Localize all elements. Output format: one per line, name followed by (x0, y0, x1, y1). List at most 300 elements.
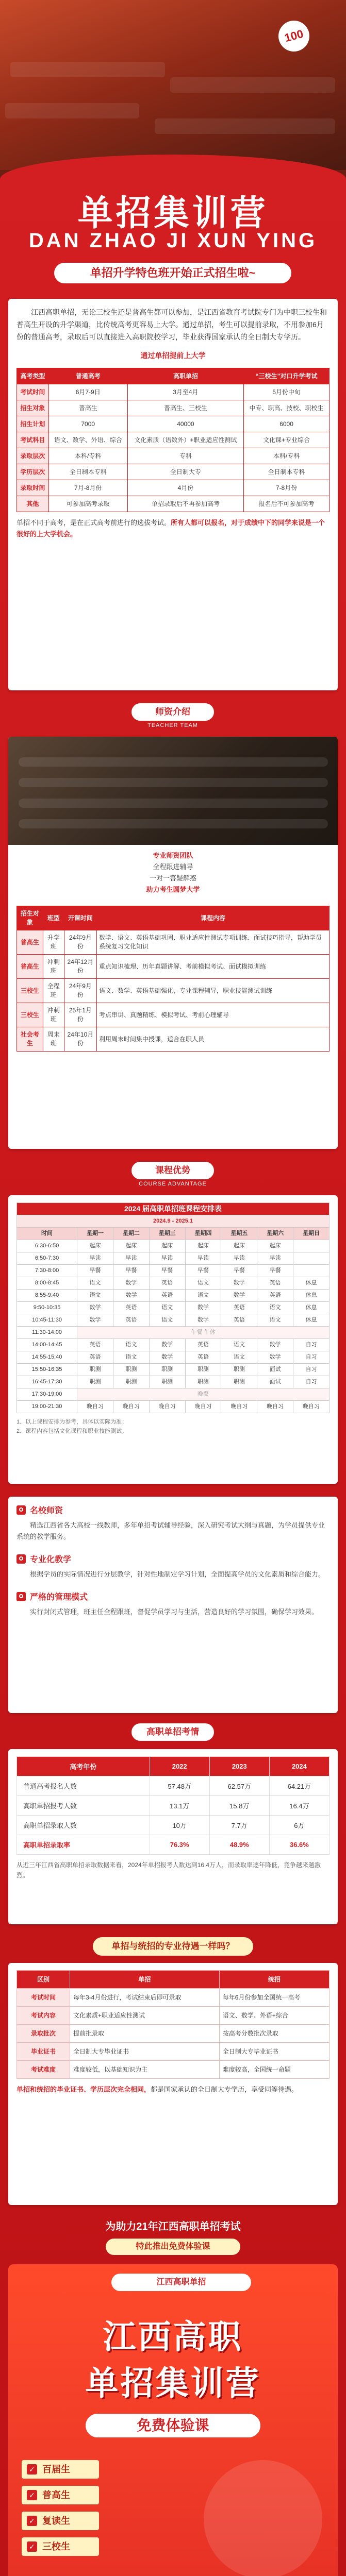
table-cell: 每年3-4月份进行，考试结束后即可录取 (70, 1989, 220, 2007)
school-label: 百届生 (42, 2464, 70, 2475)
table-cell: 数学 (257, 1339, 293, 1351)
table-row (17, 416, 329, 432)
table-cell: 早餐 (113, 1265, 149, 1277)
table-cell: 76.3% (150, 1835, 209, 1855)
feature-text: 实行封闭式管理，班主任全程跟班，督促学员学习与生活，营造良好的学习氛围，确保学习效果。 (30, 1608, 319, 1616)
table-cell: 起床 (149, 1240, 185, 1252)
intro-card (8, 299, 338, 690)
table-row (17, 1351, 329, 1364)
table-cell: 25年1月份 (64, 1003, 96, 1027)
table-header: 开课时间 (64, 906, 96, 930)
table-cell: 全日制大专毕业证书 (70, 2043, 220, 2061)
table-cell: 语文 (149, 1302, 185, 1314)
intro-paragraph: 江西高职单招，无论三校生还是普高生都可以参加，是江西省教育考试院专门为中职三校生和普高生开设的升学渠道，比传统高考更容易上大学。通过单招，考生可以提前录取，不用参加6月份的普通高考，录取后可以直接进入高职院校学习，毕业获得国家承认的全日制大专学历。 (17, 308, 327, 341)
table-cell: 自习 (293, 1364, 329, 1376)
table-cell: 每年6月份参加全国统一高考 (219, 1989, 329, 2007)
table-cell: 利用周末时间集中授课，适合在职人员 (97, 1027, 329, 1052)
table-cell: 录取层次 (17, 448, 49, 464)
table-cell: 16.4万 (269, 1796, 329, 1816)
intro-highlight: 通过单招提前上大学 (140, 351, 206, 360)
table-cell: 7.7万 (209, 1816, 269, 1835)
table-cell: 职测 (77, 1376, 113, 1388)
table-cell: 职测 (185, 1364, 221, 1376)
table-cell: 7:30-8:00 (17, 1265, 77, 1277)
table-cell: 职测 (113, 1364, 149, 1376)
table-cell: 专科 (127, 448, 243, 464)
table-row (17, 1302, 329, 1314)
table-cell: 英语 (113, 1302, 149, 1314)
table-row (17, 1027, 329, 1052)
team-card (8, 737, 338, 1149)
table-header: 星期四 (185, 1228, 221, 1240)
team-desc-line: 专业师资团队 (153, 852, 193, 859)
table-cell: 职测 (149, 1364, 185, 1376)
intro-note-red: 所有人都可以报名，对于成绩中下的同学来说是一个很好的上大学机会。 (17, 519, 325, 538)
feature-icon (17, 1554, 26, 1564)
table-cell: 英语 (221, 1302, 257, 1314)
table-cell: 普高生 (17, 930, 43, 955)
table-cell: 24年9月份 (64, 930, 96, 955)
table-cell: 起床 (257, 1240, 293, 1252)
table-cell: 招生计划 (17, 416, 49, 432)
table-row (17, 384, 329, 400)
table-cell: 本科/专科 (48, 448, 127, 464)
table-row (17, 1240, 329, 1252)
table-cell: 早读 (77, 1252, 113, 1265)
table-row (17, 1327, 329, 1339)
table-cell: 晚自习 (257, 1401, 293, 1413)
table-cell: 早读 (149, 1252, 185, 1265)
table-cell: 8:00-8:45 (17, 1277, 77, 1290)
table-cell: 自习 (293, 1351, 329, 1364)
table-cell: 职测 (149, 1376, 185, 1388)
schedule-footnotes (17, 1417, 329, 1436)
school-item (22, 2460, 99, 2479)
table-cell: 6月7-9日 (48, 384, 127, 400)
check-icon: ✓ (27, 2464, 37, 2475)
table-cell: 4月份 (127, 480, 243, 496)
school-label: 复读生 (42, 2516, 70, 2526)
table-cell: 数学 (221, 1290, 257, 1302)
table-cell: 英语 (77, 1339, 113, 1351)
table-header: 课程内容 (97, 906, 329, 930)
team-sub: TEACHER TEAM (147, 722, 198, 728)
table-cell: 8:55-9:40 (17, 1290, 77, 1302)
table-cell: 6000 (244, 416, 329, 432)
table-cell: 17:30-19:00 (17, 1388, 77, 1401)
table-cell: 高职单招报考人数 (17, 1796, 150, 1816)
table-cell: 数学 (77, 1314, 113, 1327)
stats-banner: 高职单招考情 (131, 1723, 214, 1741)
hero-title: 单招集训营 (77, 194, 269, 233)
table-header: 高考类型 (17, 368, 49, 384)
table-cell: 语文 (257, 1314, 293, 1327)
table-row (17, 1376, 329, 1388)
table-cell: 24年12月份 (64, 955, 96, 979)
table-row (17, 464, 329, 480)
table-cell: 难度较低，以基础知识为主 (70, 2061, 220, 2079)
table-cell: 数学 (77, 1302, 113, 1314)
table-cell: 晚自习 (293, 1401, 329, 1413)
table-cell: 早读 (185, 1252, 221, 1265)
table-row (17, 1776, 329, 1796)
team-desc-line: 助力考生圆梦大学 (146, 886, 200, 893)
table-cell: 语文 (77, 1277, 113, 1290)
table-cell: 7-8月份 (244, 480, 329, 496)
table-cell: 10万 (150, 1816, 209, 1835)
check-icon: ✓ (27, 2490, 37, 2500)
promo-big-1: 江西高职 (103, 2318, 243, 2355)
table-cell: 6:30-6:50 (17, 1240, 77, 1252)
table-cell: 社会考生 (17, 1027, 43, 1052)
table-cell: 48.9% (209, 1835, 269, 1855)
table-cell: 10:45-11:30 (17, 1314, 77, 1327)
table-cell: 面试 (257, 1376, 293, 1388)
table-cell: 早餐 (221, 1265, 257, 1277)
table-cell: 语文 (113, 1351, 149, 1364)
table-cell: 招生对象 (17, 400, 49, 416)
table-cell: 36.6% (269, 1835, 329, 1855)
table-cell: 数学 (149, 1351, 185, 1364)
table-cell: 英语 (77, 1351, 113, 1364)
table-row (17, 1314, 329, 1327)
table-cell: 13.1万 (150, 1796, 209, 1816)
table-cell: 数学 (185, 1302, 221, 1314)
diff-table (17, 1970, 329, 2079)
table-cell: 晚自习 (221, 1401, 257, 1413)
table-cell: 英语 (221, 1314, 257, 1327)
table-cell: 晚自习 (149, 1401, 185, 1413)
table-cell: 考试时间 (17, 384, 49, 400)
table-cell: 职测 (113, 1376, 149, 1388)
table-row (17, 930, 329, 955)
table-row (17, 1265, 329, 1277)
schedule-caption: 2024 届高职单招班课程安排表 (17, 1203, 329, 1215)
table-header: “三校生”对口升学考试 (244, 368, 329, 384)
table-cell: 起床 (77, 1240, 113, 1252)
feature-item (8, 1546, 338, 1583)
table-cell: 英语 (257, 1277, 293, 1290)
promo-ad (8, 2264, 338, 2576)
table-header: 单招 (70, 1971, 220, 1989)
table-cell: 语文 (257, 1302, 293, 1314)
table-cell: 难度较高，全国统一命题 (219, 2061, 329, 2079)
schedule-card (8, 1195, 338, 1484)
table-cell: 全日制大专 (127, 464, 243, 480)
schedule-period: 2024.9 - 2025.1 (17, 1215, 329, 1228)
schedule-table (17, 1202, 329, 1413)
team-desc-line: 全程跟进辅导 (153, 863, 193, 871)
table-cell: 本科/专科 (244, 448, 329, 464)
table-header: 班型 (43, 906, 64, 930)
school-item (22, 2537, 99, 2556)
feature-item (8, 1497, 338, 1546)
table-cell: 三校生 (17, 979, 43, 1003)
table-row (17, 1364, 329, 1376)
table-cell: 14:00-14:45 (17, 1339, 77, 1351)
table-cell: 升学班 (43, 930, 64, 955)
table-cell: 休息 (293, 1314, 329, 1327)
team-banner: 师资介绍 (131, 703, 214, 721)
table-cell: 晚自习 (185, 1401, 221, 1413)
table-cell: 6万 (269, 1816, 329, 1835)
table-cell: 自习 (293, 1339, 329, 1351)
table-cell: 职测 (185, 1376, 221, 1388)
school-item (22, 2486, 99, 2504)
table-cell: 数学 (221, 1277, 257, 1290)
table-cell (293, 1265, 329, 1277)
table-header: 星期一 (77, 1228, 113, 1240)
table-cell: 语文 (185, 1277, 221, 1290)
table-header: 2023 (209, 1757, 269, 1776)
table-cell: 3月至4月 (127, 384, 243, 400)
table-cell: 周末班 (43, 1027, 64, 1052)
team-desc-line: 一对一答疑解惑 (149, 874, 196, 882)
table-cell: 早餐 (257, 1265, 293, 1277)
table-row (17, 1388, 329, 1401)
table-cell: 起床 (221, 1240, 257, 1252)
table-row (17, 480, 329, 496)
table-cell: 64.21万 (269, 1776, 329, 1796)
hero-tag: 单招升学特色班开始正式招生啦~ (54, 263, 291, 283)
table-cell: 24年9月份 (64, 979, 96, 1003)
table-cell: 全程班 (43, 979, 64, 1003)
stats-note: 从近三年江西省高职单招录取数据来看，2024年单招报考人数达到16.4万人，而录取率逐年降低，竞争越来越激烈。 (17, 1861, 321, 1879)
table-header: 星期三 (149, 1228, 185, 1240)
table-cell: 语文、数学、外语、综合 (48, 432, 127, 448)
table-cell: 文化素质+职业适应性测试 (70, 2007, 220, 2025)
diff-note-b: 都是国家承认的全日制大专学历，享受同等待遇。 (151, 2086, 299, 2093)
table-row (17, 2007, 329, 2025)
table-header: 星期五 (221, 1228, 257, 1240)
intro-note (17, 517, 329, 540)
table-cell: 语文 (221, 1351, 257, 1364)
table-cell: 冲刺班 (43, 1003, 64, 1027)
table-cell: 重点知识梳理、历年真题讲解、考前模拟考试、面试模拟训练 (97, 955, 329, 979)
table-row (17, 1989, 329, 2007)
table-row (17, 2025, 329, 2043)
diff-note (17, 2084, 329, 2095)
table-cell: 考试内容 (17, 2007, 70, 2025)
table-row (17, 2043, 329, 2061)
table-cell: 全日制本专科 (48, 464, 127, 480)
feature-title: 名校师资 (30, 1506, 63, 1515)
table-cell: 高职单招录取人数 (17, 1816, 150, 1835)
table-cell: 文化素质（语数外）+职业适应性测试 (127, 432, 243, 448)
promo-sub: 特此推出免费体验课 (106, 2239, 240, 2255)
table-cell: 数学 (185, 1314, 221, 1327)
table-cell: 5月份中旬 (244, 384, 329, 400)
table-header: 2024 (269, 1757, 329, 1776)
schedule-banner: 课程优势 (131, 1162, 214, 1179)
table-cell: 9:50-10:35 (17, 1302, 77, 1314)
table-cell: 数学 (149, 1339, 185, 1351)
promo-free: 免费体验课 (86, 2414, 260, 2437)
table-cell: 数学 (257, 1351, 293, 1364)
table-cell: 语文、数学、英语基础强化，专业课程辅导，职业技能测试训练 (97, 979, 329, 1003)
team-photo (8, 737, 338, 845)
table-cell: 语文、数学、外语+综合 (219, 2007, 329, 2025)
table-cell: 中专、职高、技校、职校生 (244, 400, 329, 416)
table-header: 区别 (17, 1971, 70, 1989)
table-header: 星期二 (113, 1228, 149, 1240)
table-cell: 可参加高考录取 (48, 496, 127, 512)
feature-text: 根据学员的实际情况进行分层教学，针对性地制定学习计划，全面提高学员的文化素质和综合能力。 (30, 1570, 325, 1578)
table-row (17, 1816, 329, 1835)
table-cell: 19:00-21:30 (17, 1401, 77, 1413)
table-cell: 英语 (149, 1290, 185, 1302)
table-row (17, 1290, 329, 1302)
promo-heading: 为助力21年江西高职单招考试 (105, 2221, 241, 2232)
table-cell: 数学 (113, 1290, 149, 1302)
table-header: 普通高考 (48, 368, 127, 384)
feature-icon (17, 1592, 26, 1601)
table-cell: 全日制大专毕业证书 (219, 2043, 329, 2061)
table-cell: 高职单招录取率 (17, 1835, 150, 1855)
table-cell: 其他 (17, 496, 49, 512)
diff-title: 单招与统招的专业待遇一样吗？ (93, 1937, 253, 1956)
school-label: 三校生 (42, 2541, 70, 2552)
table-cell: 文化课+专业综合 (244, 432, 329, 448)
table-cell: 语文 (221, 1339, 257, 1351)
table-cell: 录取批次 (17, 2025, 70, 2043)
table-row (17, 1796, 329, 1816)
table-cell: 三校生 (17, 1003, 43, 1027)
feature-title: 专业化教学 (30, 1555, 72, 1564)
table-cell: 休息 (293, 1302, 329, 1314)
table-cell: 数学、语文、英语基础巩固、职业适应性测试专项训练、面试技巧指导，帮助学员系统复习文化知识 (97, 930, 329, 955)
table-cell: 普通高考报名人数 (17, 1776, 150, 1796)
stats-card (8, 1749, 338, 1924)
table-cell: 全日制本专科 (244, 464, 329, 480)
diff-note-a: 单招和统招的毕业证书、学历层次完全相同， (17, 2086, 151, 2093)
table-cell: 自习 (293, 1376, 329, 1388)
table-cell: 按高考分数批次录取 (219, 2025, 329, 2043)
table-cell: 15.8万 (209, 1796, 269, 1816)
table-cell: 普高生、三校生 (127, 400, 243, 416)
table-header: 2022 (150, 1757, 209, 1776)
table-cell: 早餐 (77, 1265, 113, 1277)
table-row (17, 979, 329, 1003)
table-cell: 晚自习 (77, 1401, 113, 1413)
program-table (17, 906, 329, 1052)
table-row (17, 1003, 329, 1027)
score-sign: 100 (275, 17, 312, 55)
table-row (17, 1252, 329, 1265)
table-cell: 考试时间 (17, 1989, 70, 2007)
team-desc (8, 845, 338, 899)
table-header: 星期日 (293, 1228, 329, 1240)
table-cell: 英语 (149, 1277, 185, 1290)
intro-note-text: 单招不同于高考，是在正式高考前进行的选拔考试。 (17, 519, 171, 527)
table-row (17, 955, 329, 979)
table-cell: 普高生 (17, 955, 43, 979)
table-row (17, 448, 329, 464)
table-cell: 早读 (113, 1252, 149, 1265)
table-cell (293, 1252, 329, 1265)
table-row (17, 1835, 329, 1855)
table-cell: 11:30-14:00 (17, 1327, 77, 1339)
table-cell: 考试难度 (17, 2061, 70, 2079)
table-cell: 单招录取后不再参加高考 (127, 496, 243, 512)
table-cell: 考试科目 (17, 432, 49, 448)
table-cell: 62.57万 (209, 1776, 269, 1796)
school-label: 普高生 (42, 2490, 70, 2500)
table-cell: 起床 (113, 1240, 149, 1252)
features-card (8, 1497, 338, 1713)
diff-card (8, 1963, 338, 2205)
hero-classroom-photo (0, 0, 346, 170)
table-cell: 录取时间 (17, 480, 49, 496)
table-cell: 职测 (221, 1364, 257, 1376)
table-cell: 报名后不可参加高考 (244, 496, 329, 512)
table-cell: 休息 (293, 1277, 329, 1290)
table-header: 统招 (219, 1971, 329, 1989)
table-cell: 16:45-17:30 (17, 1376, 77, 1388)
table-cell: 早读 (221, 1252, 257, 1265)
table-cell: 英语 (185, 1351, 221, 1364)
table-cell: 英语 (257, 1290, 293, 1302)
table-cell: 语文 (113, 1339, 149, 1351)
table-cell (293, 1240, 329, 1252)
promo-logo: 江西高职单招 (111, 2274, 251, 2291)
table-row (17, 1277, 329, 1290)
exam-comparison-table (17, 368, 329, 512)
table-cell: 休息 (293, 1290, 329, 1302)
table-row (17, 432, 329, 448)
table-cell: 英语 (185, 1339, 221, 1351)
schedule-footnote: 1、以上课程安排为参考，具体以实际为准； (17, 1419, 128, 1425)
table-cell: 冲刺班 (43, 955, 64, 979)
hero-pinyin: DAN ZHAO JI XUN YING (28, 229, 318, 252)
table-cell: 职测 (77, 1364, 113, 1376)
table-cell: 午餐 午休 (77, 1327, 329, 1339)
table-header: 高职单招 (127, 368, 243, 384)
feature-item (8, 1583, 338, 1621)
check-icon: ✓ (27, 2541, 37, 2552)
schedule-sub: COURSE ADVANTAGE (139, 1181, 207, 1187)
table-cell: 语文 (77, 1290, 113, 1302)
table-cell: 7月-8月份 (48, 480, 127, 496)
table-cell: 40000 (127, 416, 243, 432)
school-item (22, 2512, 99, 2530)
table-cell: 14:55-15:40 (17, 1351, 77, 1364)
table-header: 高考年份 (17, 1757, 150, 1776)
table-cell: 考点串讲、真题精练、模拟考试、考前心理辅导 (97, 1003, 329, 1027)
table-cell: 面试 (257, 1364, 293, 1376)
table-cell: 15:50-16:35 (17, 1364, 77, 1376)
check-icon: ✓ (27, 2516, 37, 2526)
table-cell: 6:50-7:30 (17, 1252, 77, 1265)
table-row (17, 496, 329, 512)
table-cell: 数学 (113, 1277, 149, 1290)
table-cell: 早餐 (149, 1265, 185, 1277)
table-cell: 57.48万 (150, 1776, 209, 1796)
feature-text: 精选江西省各大高校一线教师，多年单招考试辅导经验，深入研究考试大纲与真题，为学员提供专业系统的教学服务。 (17, 1521, 325, 1540)
table-cell: 起床 (185, 1240, 221, 1252)
table-cell: 早读 (257, 1252, 293, 1265)
feature-title: 严格的管理模式 (30, 1593, 88, 1602)
table-cell: 24年10月份 (64, 1027, 96, 1052)
table-cell: 毕业证书 (17, 2043, 70, 2061)
table-cell: 7000 (48, 416, 127, 432)
table-cell: 英语 (113, 1314, 149, 1327)
student-figure (204, 2460, 322, 2576)
table-cell: 职测 (221, 1376, 257, 1388)
table-cell: 学历层次 (17, 464, 49, 480)
table-cell: 晚餐 (77, 1388, 329, 1401)
table-header: 星期六 (257, 1228, 293, 1240)
